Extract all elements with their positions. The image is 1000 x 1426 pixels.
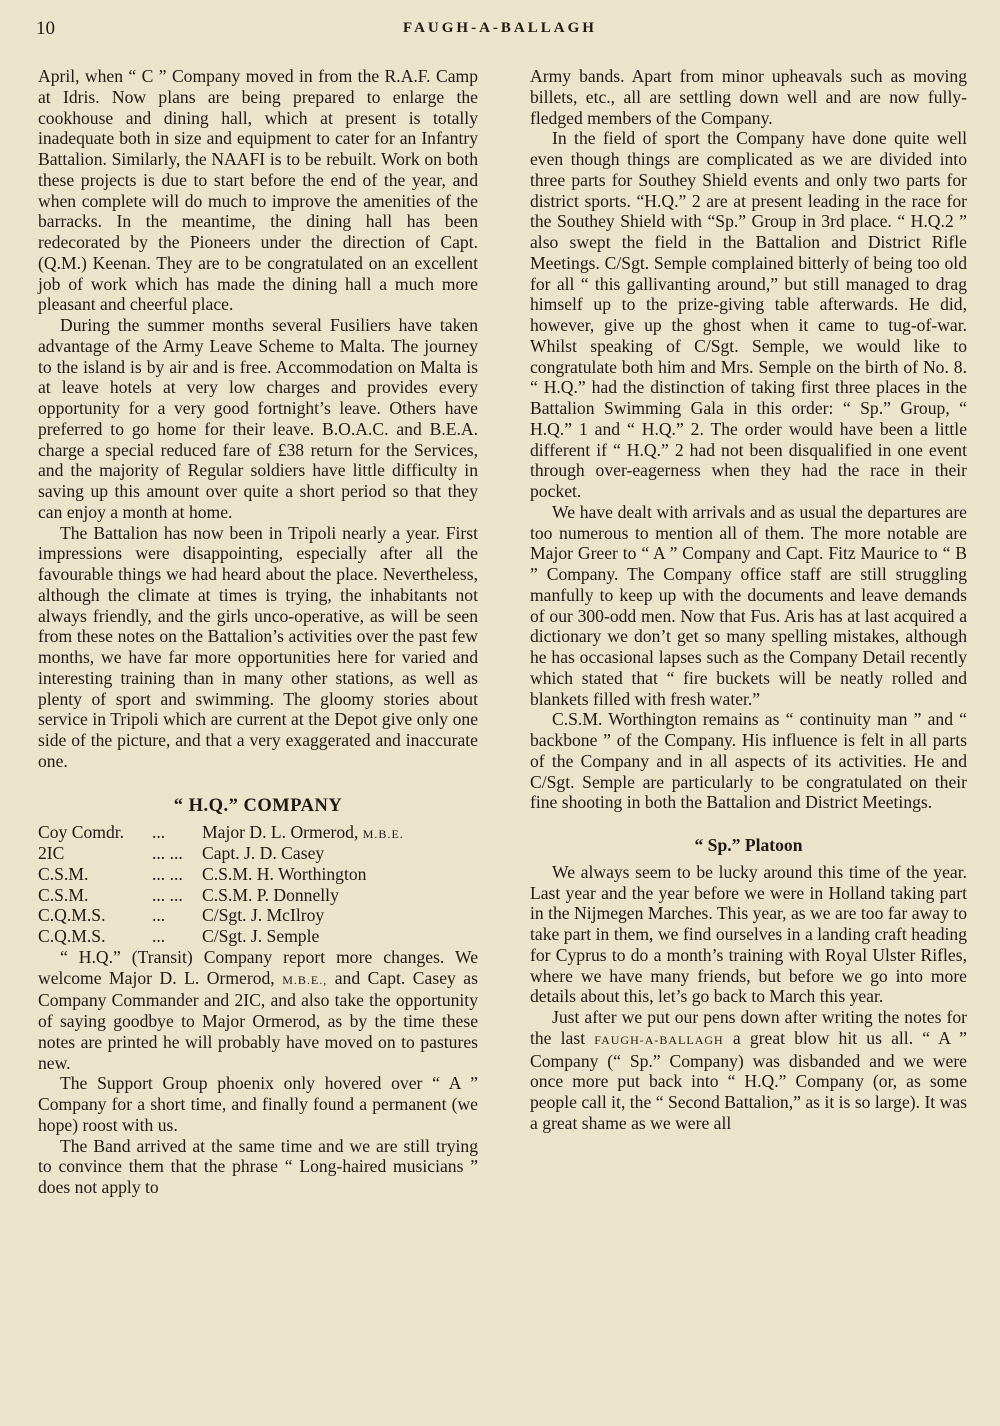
- roster-leader-dots: ... ...: [152, 884, 183, 905]
- section-heading-sp-platoon: “ Sp.” Platoon: [694, 835, 803, 855]
- roster-role: 2IC: [38, 843, 65, 863]
- right-column: [530, 66, 967, 1134]
- roster-leader-dots: ...: [152, 822, 166, 843]
- roster-name: [202, 822, 478, 843]
- roster-row: [38, 926, 478, 947]
- roster-row: [38, 905, 478, 926]
- roster-row: [38, 822, 478, 843]
- roster-row: [38, 864, 478, 885]
- section-heading-hq-company: “ H.Q.” COMPANY: [173, 795, 343, 816]
- paragraph-text: “ H.Q.” (Transit) Company report more changes. We welcome Major D. L. Ormerod,: [38, 946, 478, 988]
- paragraph-text: Just after we put our pens down after writing the notes for the last: [530, 1007, 967, 1048]
- paragraph: April, when “ C ” Company moved in from the R.A.F. Camp at Idris. Now plans are being prepared to enlarge the cookhouse and dining hall, which at present is totally inadequate both in size and equipment to cater for an Infantry Battalion. Similarly, the NAAFI is to be rebuilt. Work on both these projects is due to start before the end of the year, and when complete will do much to improve the amenities of the barracks. In the meantime, the dining hall has been redecorated by the Pioneers under the direction of Capt. (Q.M.) Keenan. They are to be congratulated on an excellent job of work which has made the dining hall a much more pleasant and cheerful place.: [38, 66, 478, 315]
- roster-role: C.Q.M.S.: [38, 926, 106, 946]
- paragraph: The Battalion has now been in Tripoli nearly a year. First impressions were disappointing, especially after all the favourable things we had heard about the place. Nevertheless, although the climate at times is trying, the inhabitants not always friendly, and the girls unco-operative, as will be seen from these notes on the Battalion’s activities over the past few months, we have far more opportunities here for varied and interesting training than in many other stations, as well as plenty of sport and swimming. The gloomy stories about service in Tripoli which are current at the Depot give only one side of the picture, and that a very exaggerated and inaccurate one.: [38, 522, 478, 771]
- roster-role: Coy Comdr.: [38, 822, 125, 843]
- page-number: 10: [36, 18, 55, 39]
- paragraph: In the field of sport the Company have done quite well even though things are complicated as we are divided into three parts for Southey Shield events and only two parts for district sports. “H.Q.” 2 are at present leading in the race for the Southey Shield with “Sp.” Group in 3rd place. “ H.Q.2 ” also swept the field in the Battalion and District Rifle Meetings. C/Sgt. Semple complained bitterly of being too old for all “ this gallivanting around,” but still managed to drag himself up to the prize-giving table afterwards. He did, however, give up the ghost when it came to tug-of-war. Whilst speaking of C/Sgt. Semple, we would like to congratulate both him and Mrs. Semple on the birth of No. 8. “ H.Q.” had the distinction of taking first three places in the Battalion Swimming Gala in this order: “ Sp.” Group, “ H.Q.” 1 and “ H.Q.” 2. The order would have been a little different if “ H.Q.” 2 had not been disqualified in one event through over-eagerness when they had the race in their pocket.: [530, 128, 967, 501]
- page-header: [36, 18, 964, 44]
- left-column: [38, 66, 478, 1198]
- roster-name: C.S.M. P. Donnelly: [202, 884, 339, 905]
- roster-name: C/Sgt. J. Semple: [202, 926, 320, 946]
- roster-role: C.S.M.: [38, 863, 89, 884]
- postnominal-mbe: M.B.E.,: [282, 972, 328, 987]
- roster-leader-dots: ...: [152, 905, 166, 926]
- roster-leader-dots: ... ...: [152, 843, 183, 863]
- roster-role: C.S.M.: [38, 884, 89, 905]
- paragraph-text: and Capt. Casey as Company Commander and 2IC, and also take the opportunity of saying goodbye to Major Ormerod, as by the time these notes are printed he will probably have moved on to pastures new.: [38, 967, 478, 1073]
- officer-roster: [38, 822, 478, 947]
- roster-role: C.Q.M.S.: [38, 905, 106, 926]
- roster-name: C/Sgt. J. McIlroy: [202, 905, 325, 926]
- paragraph-text: a great blow hit us all. “ A ” Company (“ Sp.” Company) was disbanded and we were once more put back into “ H.Q.” Company (or, as some people call it, the “ Second Battalion,” as it is so large). It was a great shame as we were all: [530, 1027, 967, 1133]
- magazine-title-reference: FAUGH-A-BALLAGH: [594, 1032, 724, 1047]
- roster-row: [38, 843, 478, 864]
- paragraph: We have dealt with arrivals and as usual the departures are too numerous to mention all of them. The more notable are Major Greer to “ A ” Company and Capt. Fitz Maurice to “ B ” Company. The Company office staff are still struggling manfully to keep up with the documents and leave demands of our 300-odd men. Now that Fus. Aris has at last acquired a dictionary we don’t get so many spelling mistakes, although he has occasional lapses such as the Company Detail recently which stated that “ fire buckets will be neatly rolled and blankets filled with fresh water.”: [530, 501, 967, 709]
- paragraph: We always seem to be lucky around this time of the year. Last year and the year before we were in Holland taking part in the Nijmegen Marches. This year, as we are too far away to take part in them, we find ourselves in a landing craft heading for Cyprus to do a month’s training with Royal Ulster Rifles, where we have many friends, but before we go into more details about this, let’s go back to March this year.: [530, 861, 967, 1007]
- paragraph: [530, 1007, 967, 1134]
- roster-name-suffix: M.B.E.: [362, 827, 404, 842]
- paragraph: [38, 947, 478, 1074]
- roster-name-text: Major D. L. Ormerod,: [202, 822, 359, 843]
- roster-name: Capt. J. D. Casey: [202, 843, 325, 863]
- paragraph: The Support Group phoenix only hovered over “ A ” Company for a short time, and finally found a permanent (we hope) roost with us.: [38, 1073, 478, 1135]
- roster-leader-dots: ... ...: [152, 863, 183, 884]
- roster-leader-dots: ...: [152, 926, 166, 946]
- roster-row: [38, 885, 478, 906]
- running-title: FAUGH-A-BALLAGH: [403, 20, 597, 36]
- roster-name: C.S.M. H. Worthington: [202, 863, 367, 884]
- paragraph: The Band arrived at the same time and we are still trying to convince them that the phrase “ Long-haired musicians ” does not apply to: [38, 1135, 478, 1197]
- paragraph: During the summer months several Fusiliers have taken advantage of the Army Leave Scheme to Malta. The journey to the island is by air and is free. Accommodation on Malta is at leave hotels at very low charges and provides every opportunity for a very good fortnight’s leave. Others have preferred to go home for their leave. B.O.A.C. and B.E.A. charge a special reduced fare of £38 return for the Services, and the majority of Regular soldiers have little difficulty in saving up this amount over quite a short period so that they can enjoy a month at home.: [38, 315, 478, 522]
- paragraph: C.S.M. Worthington remains as “ continuity man ” and “ backbone ” of the Company. His influence is felt in all parts of the Company and in all aspects of its activities. He and C/Sgt. Semple are particularly to be congratulated on their fine shooting in both the Battalion and District Meetings.: [530, 709, 967, 813]
- paragraph: Army bands. Apart from minor upheavals such as moving billets, etc., all are settling down well and are now fully-fledged members of the Company.: [530, 66, 967, 128]
